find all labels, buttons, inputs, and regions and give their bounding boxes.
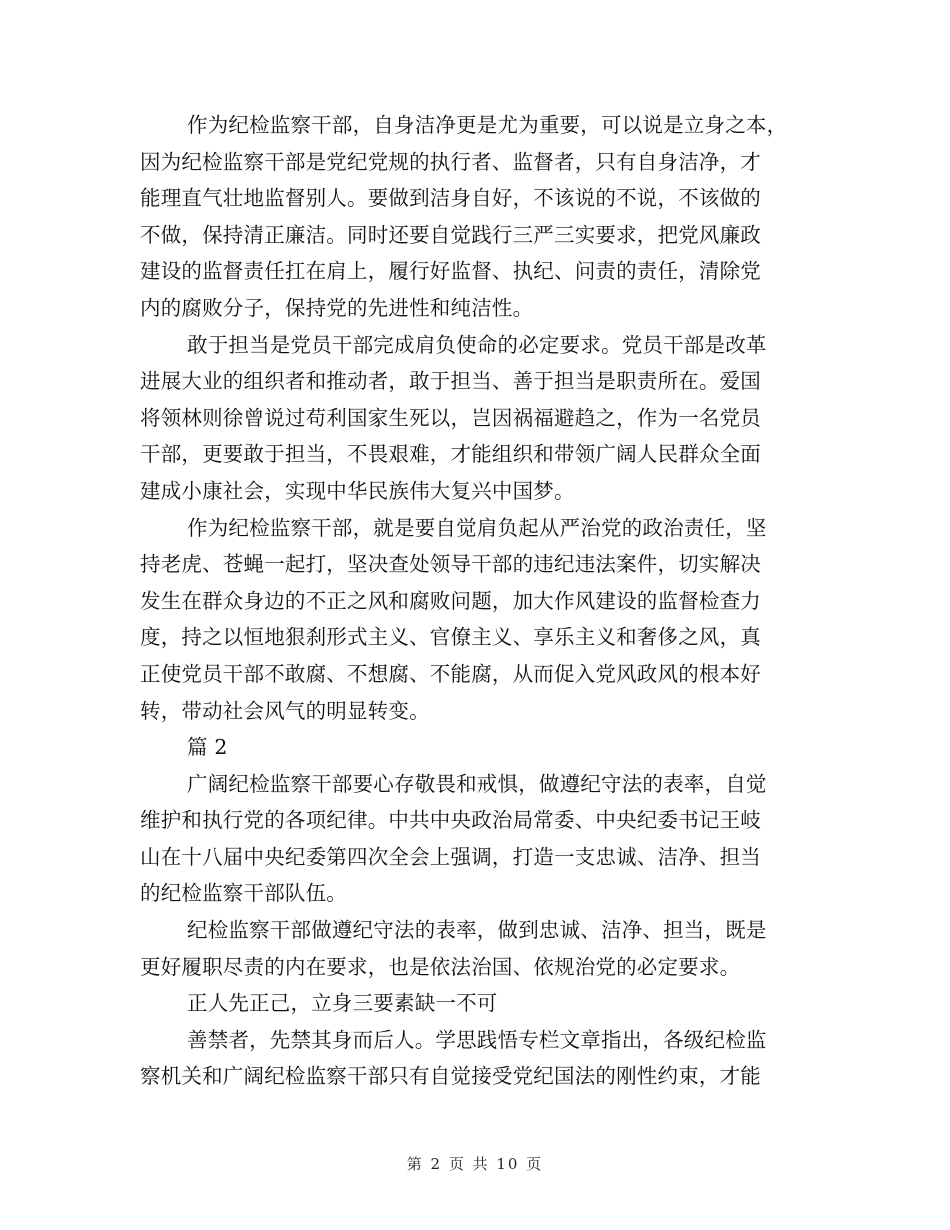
text-line: 持老虎、苍蝇一起打，坚决查处领导干部的违纪违法案件，切实解决	[140, 552, 761, 577]
document-body	[140, 107, 800, 1095]
text-line: 将领林则徐曾说过苟利国家生死以，岂因祸福避趋之，作为一名党员	[140, 405, 761, 430]
text-line: 察机关和广阔纪检监察干部只有自觉接受党纪国法的刚性约束，才能	[140, 1064, 761, 1089]
text-line: 善禁者，先禁其身而后人。学思践悟专栏文章指出，各级纪检监	[187, 1027, 767, 1052]
text-line: 敢于担当是党员干部完成肩负使命的必定要求。党员干部是改革	[187, 332, 767, 357]
text-line: 建设的监督责任扛在肩上，履行好监督、执纪、问责的责任，清除党	[140, 259, 761, 284]
text-line: 正使党员干部不敢腐、不想腐、不能腐，从而促入党风政风的根本好	[140, 661, 761, 686]
text-line: 山在十八届中央纪委第四次全会上强调，打造一支忠诚、洁净、担当	[140, 844, 761, 869]
text-line: 更好履职尽责的内在要求，也是依法治国、依规治党的必定要求。	[140, 954, 741, 979]
text-line: 纪检监察干部做遵纪守法的表率，做到忠诚、洁净、担当，既是	[187, 918, 767, 943]
text-line: 作为纪检监察干部，自身洁净更是尤为重要，可以说是立身之本，	[187, 113, 788, 137]
text-line: 发生在群众身边的不正之风和腐败问题，加大作风建设的监督检查力	[140, 588, 761, 613]
text-line: 建成小康社会，实现中华民族伟大复兴中国梦。	[140, 478, 575, 503]
text-line: 能理直气壮地监督别人。要做到洁身自好，不该说的不说，不该做的	[140, 186, 761, 211]
text-line: 转，带动社会风气的明显转变。	[140, 698, 430, 723]
text-line: 不做，保持清正廉洁。同时还要自觉践行三严三实要求，把党风廉政	[140, 222, 761, 247]
text-line: 作为纪检监察干部，就是要自觉肩负起从严治党的政治责任，坚	[187, 515, 767, 540]
text-line: 进展大业的组织者和推动者，敢于担当、善于担当是职责所在。爱国	[140, 369, 761, 394]
text-line: 度，持之以恒地狠刹形式主义、官僚主义、享乐主义和奢侈之风，真	[140, 625, 761, 650]
page-footer	[0, 1153, 950, 1174]
text-line: 维护和执行党的各项纪律。中共中央政治局常委、中央纪委书记王岐	[140, 808, 761, 833]
text-line: 的纪检监察干部队伍。	[140, 881, 347, 906]
text-line: 因为纪检监察干部是党纪党规的执行者、监督者，只有自身洁净，才	[140, 149, 761, 174]
text-line: 广阔纪检监察干部要心存敬畏和戒惧，做遵纪守法的表率，自觉	[187, 771, 767, 796]
section-heading: 篇 2	[187, 735, 228, 760]
subheading: 正人先正己，立身三要素缺一不可	[187, 991, 498, 1016]
text-line: 干部，更要敢于担当，不畏艰难，才能组织和带领广阔人民群众全面	[140, 442, 761, 467]
text-line: 内的腐败分子，保持党的先进性和纯洁性。	[140, 295, 534, 320]
page-number-label: 第 2 页 共 10 页	[406, 1155, 544, 1173]
